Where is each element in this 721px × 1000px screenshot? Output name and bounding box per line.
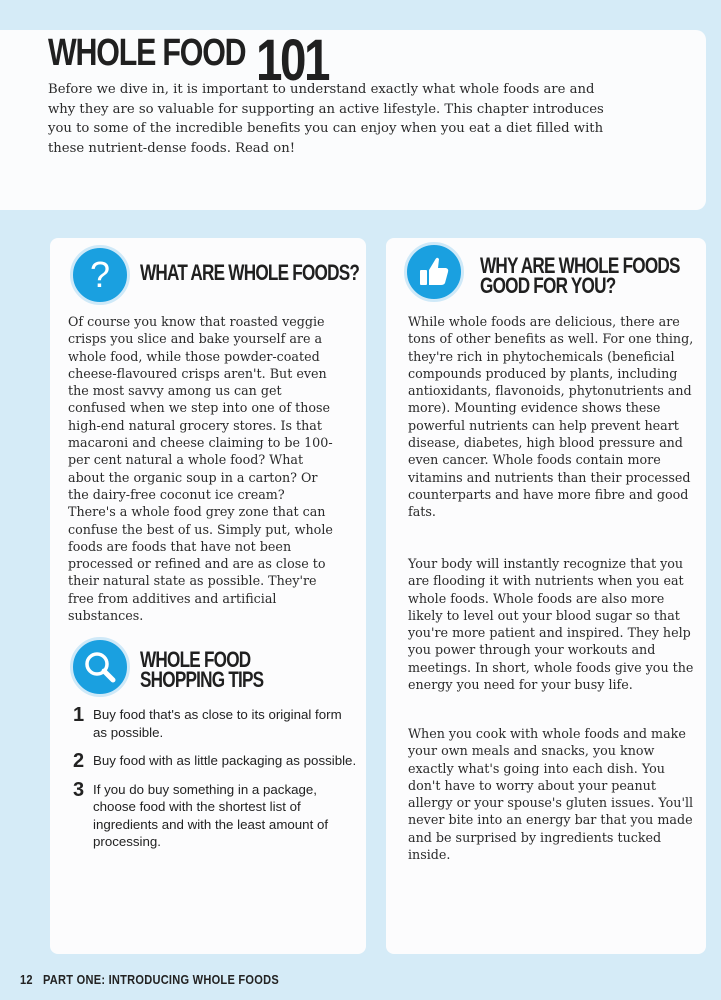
tip-item xyxy=(73,706,358,741)
thumbs-up-icon xyxy=(404,242,464,302)
what-body: Of course you know that roasted veggie crisps you slice and bake yourself are a whole food, while those powder-coated cheese-flavoured crisps aren't. But even the most savvy among us can get confused when we step into one of those high-end natural grocery stores. Is that macaroni and cheese claiming to be 100-per cent natural a whole food? What about the organic soup in a carton? Or the dairy-free coconut ice cream? There's a whole food grey zone that can confuse the best of us. Simply put, whole foods are foods that have not been processed or refined and are as close to their natural state as possible. They're free from additives and artificial substances. xyxy=(68,314,333,624)
tips-heading-line1: WHOLE FOOD xyxy=(140,647,251,672)
why-paragraph-2: Your body will instantly recognize that you are flooding it with nutrients when you eat whole foods. Whole foods are also more likely to level out your blood sugar so that you're more patient and inspired. They help you power through your workouts and meetings. In short, whole foods give you the energy you need for your busy life. xyxy=(408,556,694,693)
svg-text:?: ? xyxy=(89,254,111,295)
why-heading xyxy=(480,253,680,298)
tip-text: Buy food with as little packaging as possible. xyxy=(93,753,357,768)
magnifying-glass-icon xyxy=(70,637,130,697)
tips-heading xyxy=(140,647,264,692)
tip-item xyxy=(73,752,358,770)
tip-text: Buy food that's as close to its original form as possible. xyxy=(93,707,342,740)
what-heading: WHAT ARE WHOLE FOODS? xyxy=(140,260,360,285)
intro-paragraph: Before we dive in, it is important to understand exactly what whole foods are and why they are so valuable for supporting an active lifestyle. This chapter introduces you to some of the incredible benefits you can enjoy when you eat a diet filled with these nutrient-dense foods. Read on! xyxy=(48,82,604,156)
page-number: 12 xyxy=(20,972,33,987)
why-heading-line1: WHY ARE WHOLE FOODS xyxy=(480,253,680,278)
question-mark-icon xyxy=(70,245,130,305)
tip-item xyxy=(73,778,358,851)
why-paragraph-1: While whole foods are delicious, there are tons of other benefits as well. For one thing, they're rich in phytochemicals (beneficial compounds produced by plants, including antioxidants, flavonoids, phytonutrients and more). Mounting evidence shows these powerful nutrients can help prevent heart disease, diabetes, high blood pressure and even cancer. Whole foods contain more vitamins and nutrients than their processed counterparts and have more fibre and good fats. xyxy=(408,314,694,520)
section-title: PART ONE: INTRODUCING WHOLE FOODS xyxy=(43,972,279,987)
tip-number: 2 xyxy=(73,750,85,772)
tips-heading-line2: SHOPPING TIPS xyxy=(140,667,264,692)
tip-number: 3 xyxy=(73,778,85,801)
why-paragraph-3: When you cook with whole foods and make your own meals and snacks, you know exactly what's going into each dish. You don't have to worry about your peanut allergy or your spouse's gluten issues. You'll never bite into an energy bar that you made and be surprised by ingredients tucked inside. xyxy=(408,726,694,863)
title-number: 101 xyxy=(256,28,328,93)
tip-number: 1 xyxy=(73,704,85,726)
tip-text: If you do buy something in a package, choose food with the shortest list of ingredients and with the least amount of processing. xyxy=(93,781,329,849)
page-footer xyxy=(20,972,279,987)
why-heading-line2: GOOD FOR YOU? xyxy=(480,273,616,298)
title-text: WHOLE FOOD xyxy=(48,32,246,74)
tips-list xyxy=(73,706,358,851)
page-title xyxy=(48,28,328,93)
